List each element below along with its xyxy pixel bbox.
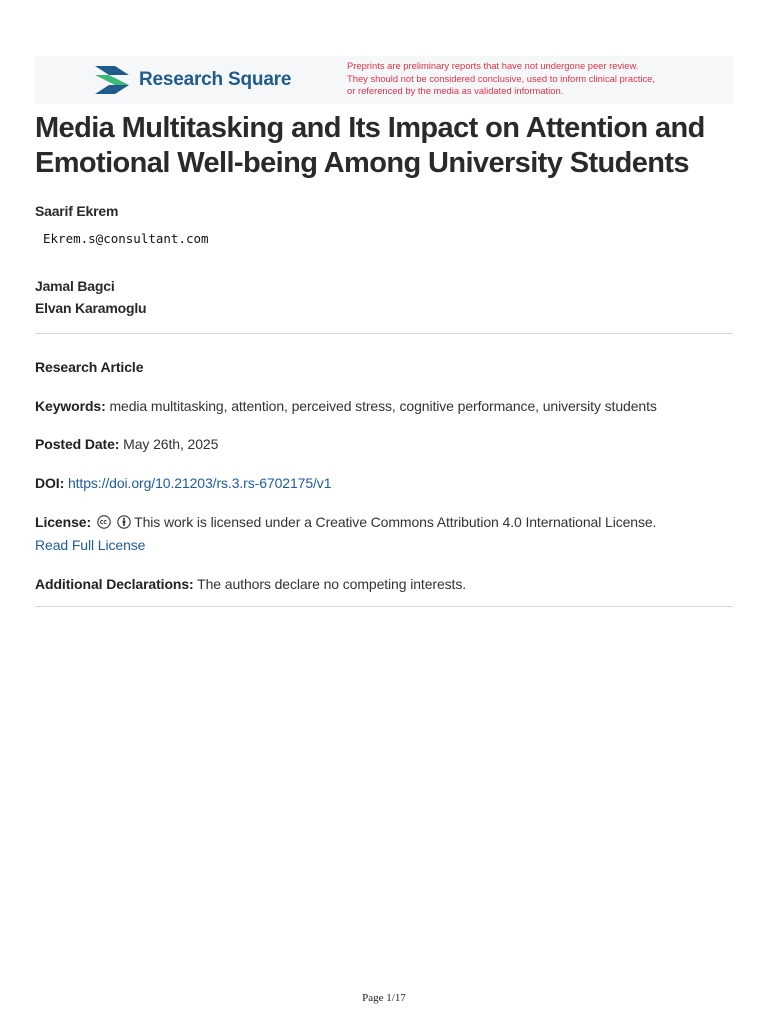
research-square-logo-icon: [93, 64, 131, 96]
doi-link[interactable]: https://doi.org/10.21203/rs.3.rs-6702175/v1: [67, 475, 332, 491]
doi-label: DOI:: [35, 475, 65, 491]
creative-commons-icon: [97, 515, 111, 529]
license-text: This work is licensed under a Creative Commons Attribution 4.0 International License.: [134, 514, 657, 530]
read-license-row: [35, 537, 145, 553]
license-row: [35, 514, 656, 530]
title-line: Emotional Well-being Among University Students: [35, 147, 689, 179]
license-label: License:: [35, 514, 91, 530]
keywords-row: [35, 398, 657, 414]
doi-row: [35, 475, 331, 491]
posted-date-label: Posted Date:: [35, 436, 120, 452]
posted-date-value: May 26th, 2025: [123, 436, 219, 452]
disclaimer-line: Preprints are preliminary reports that have not undergone peer review.: [347, 60, 639, 71]
attribution-icon: [117, 515, 131, 529]
article-type-label: Research Article: [35, 359, 144, 375]
disclaimer-line: They should not be considered conclusive, used to inform clinical practice,: [347, 72, 655, 84]
posted-date-row: [35, 436, 218, 452]
declarations-label: Additional Declarations:: [35, 576, 194, 592]
read-full-license-link[interactable]: Read Full License: [35, 537, 146, 553]
section-divider: [35, 333, 733, 334]
keywords-label: Keywords:: [35, 398, 106, 414]
paper-title: [35, 111, 735, 181]
section-divider: [35, 606, 733, 607]
research-square-logo[interactable]: [93, 62, 291, 98]
author-name: Jamal Bagci: [35, 278, 115, 294]
declarations-row: [35, 576, 466, 592]
article-type: [35, 359, 143, 375]
preprint-disclaimer: [347, 60, 727, 98]
author-name: Elvan Karamoglu: [35, 300, 147, 316]
declarations-value: The authors declare no competing interests.: [197, 576, 467, 592]
page-number: Page 1/17: [362, 992, 406, 1004]
author-primary: Saarif Ekrem: [35, 203, 119, 219]
title-line: Media Multitasking and Its Impact on Attention and: [35, 112, 705, 144]
author-email[interactable]: Ekrem.s@consultant.com: [43, 231, 209, 246]
disclaimer-line: or referenced by the media as validated information.: [347, 85, 564, 96]
keywords-value: media multitasking, attention, perceived stress, cognitive performance, university students: [109, 398, 657, 414]
logo-text: Research Square: [139, 69, 292, 90]
